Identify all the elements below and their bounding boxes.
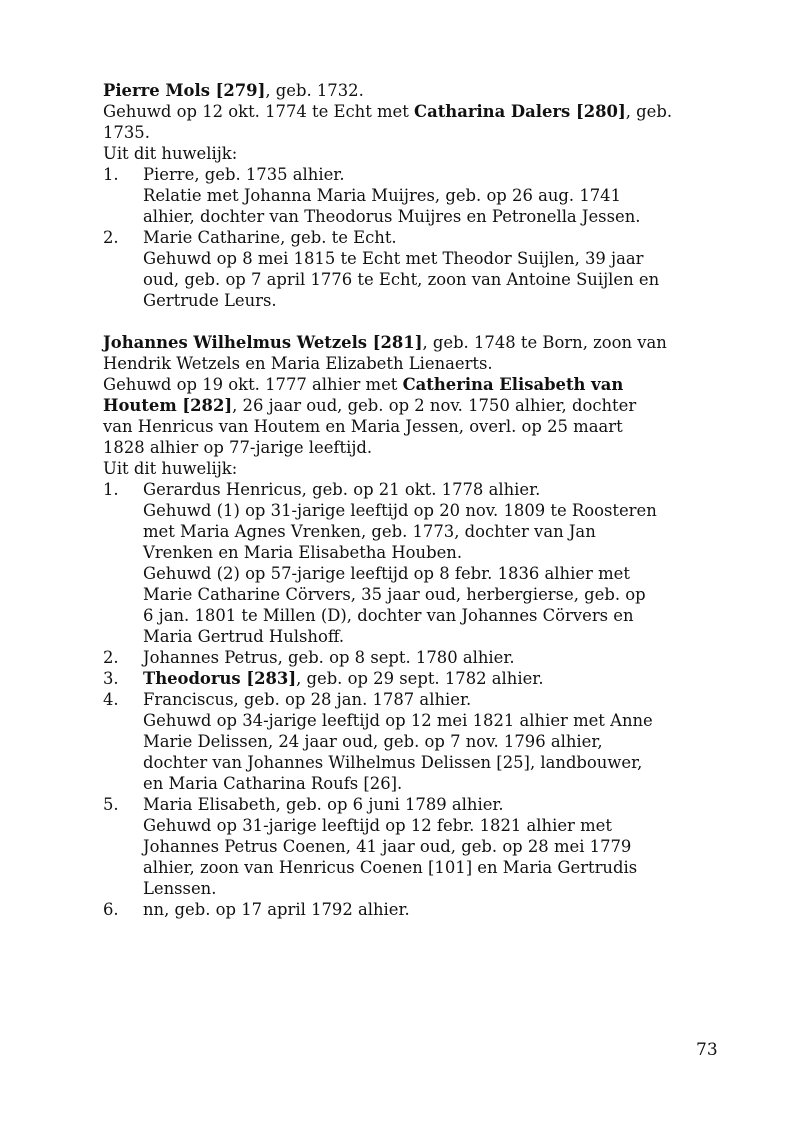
spouse-name-cont: Houtem [282] <box>103 396 233 415</box>
spouse-name: Catherina Elisabeth van <box>402 375 624 394</box>
marriage-line-cont: 1735. <box>103 123 150 142</box>
entry-heading-line <box>103 80 700 101</box>
child-line: alhier, zoon van Henricus Coenen [101] en Maria Gertrudis <box>143 858 638 877</box>
spouse-details-line: 1828 alhier op 77-jarige leeftijd. <box>103 438 373 457</box>
child-line: Maria Elisabeth, geb. op 6 juni 1789 alhier. <box>143 795 504 814</box>
birth-text: , geb. 1732. <box>265 81 364 100</box>
page-number: 73 <box>696 1040 718 1060</box>
child-line: Vrenken en Maria Elisabetha Houben. <box>143 543 463 562</box>
child-item <box>103 689 700 794</box>
child-number: 2. <box>103 648 119 667</box>
entry-heading-line <box>103 332 700 353</box>
child-line: Gehuwd op 34-jarige leeftijd op 12 mei 1821 alhier met Anne <box>143 711 653 730</box>
child-line: alhier, dochter van Theodorus Muijres en Petronella Jessen. <box>143 207 641 226</box>
spouse-details: , 26 jaar oud, geb. op 2 nov. 1750 alhier, dochter <box>232 396 637 415</box>
child-item <box>103 479 700 647</box>
child-item <box>103 227 700 311</box>
child-item <box>103 668 700 689</box>
children-header: Uit dit huwelijk: <box>103 144 238 163</box>
child-line: Maria Gertrud Hulshoff. <box>143 627 345 646</box>
marriage-line <box>103 374 700 395</box>
child-number: 1. <box>103 165 119 184</box>
child-line: Lenssen. <box>143 879 217 898</box>
entry-pierre-mols <box>103 80 700 311</box>
child-line: Marie Catharine Cörvers, 35 jaar oud, herbergierse, geb. op <box>143 585 646 604</box>
child-line: Gertrude Leurs. <box>143 291 277 310</box>
child-line: 6 jan. 1801 te Millen (D), dochter van Johannes Cörvers en <box>143 606 634 625</box>
child-number: 1. <box>103 480 119 499</box>
entry-separator <box>103 311 700 332</box>
child-line: Franciscus, geb. op 28 jan. 1787 alhier. <box>143 690 472 709</box>
child-line: Johannes Petrus, geb. op 8 sept. 1780 alhier. <box>143 648 515 667</box>
birth-text: , geb. 1748 te Born, zoon van <box>422 333 667 352</box>
child-item <box>103 899 700 920</box>
child-number: 2. <box>103 228 119 247</box>
document-body <box>103 80 700 920</box>
marriage-text: Gehuwd op 12 okt. 1774 te Echt met <box>103 102 415 121</box>
marriage-text-tail: , geb. <box>625 102 673 121</box>
child-line: Marie Delissen, 24 jaar oud, geb. op 7 nov. 1796 alhier, <box>143 732 603 751</box>
child-line: Gehuwd (1) op 31-jarige leeftijd op 20 nov. 1809 te Roosteren <box>143 501 657 520</box>
children-header: Uit dit huwelijk: <box>103 459 238 478</box>
child-line: Relatie met Johanna Maria Muijres, geb. op 26 aug. 1741 <box>143 186 622 205</box>
child-line: Gehuwd (2) op 57-jarige leeftijd op 8 febr. 1836 alhier met <box>143 564 630 583</box>
child-line: en Maria Catharina Roufs [26]. <box>143 774 403 793</box>
child-line: Marie Catharine, geb. te Echt. <box>143 228 397 247</box>
child-birth: , geb. op 29 sept. 1782 alhier. <box>296 669 544 688</box>
child-line: nn, geb. op 17 april 1792 alhier. <box>143 900 410 919</box>
child-item <box>103 647 700 668</box>
child-item <box>103 794 700 899</box>
marriage-line <box>103 101 700 122</box>
child-line: Gerardus Henricus, geb. op 21 okt. 1778 alhier. <box>143 480 541 499</box>
child-line: Gehuwd op 31-jarige leeftijd op 12 febr. 1821 alhier met <box>143 816 612 835</box>
child-line: oud, geb. op 7 april 1776 te Echt, zoon van Antoine Suijlen en <box>143 270 660 289</box>
child-line: Gehuwd op 8 mei 1815 te Echt met Theodor Suijlen, 39 jaar <box>143 249 644 268</box>
child-line <box>143 668 700 689</box>
child-line: Pierre, geb. 1735 alhier. <box>143 165 345 184</box>
person-name: Pierre Mols [279] <box>103 81 266 100</box>
child-number: 5. <box>103 795 119 814</box>
marriage-line-cont <box>103 395 700 416</box>
parents-line: Hendrik Wetzels en Maria Elizabeth Lienaerts. <box>103 354 493 373</box>
spouse-name: Catharina Dalers [280] <box>414 102 626 121</box>
child-number: 6. <box>103 900 119 919</box>
marriage-text: Gehuwd op 19 okt. 1777 alhier met <box>103 375 403 394</box>
spouse-details-line: van Henricus van Houtem en Maria Jessen, overl. op 25 maart <box>103 417 623 436</box>
child-item <box>103 164 700 227</box>
child-line: Johannes Petrus Coenen, 41 jaar oud, geb. op 28 mei 1779 <box>143 837 632 856</box>
person-name: Johannes Wilhelmus Wetzels [281] <box>103 333 423 352</box>
child-number: 3. <box>103 669 119 688</box>
entry-johannes-wetzels <box>103 332 700 920</box>
child-line: dochter van Johannes Wilhelmus Delissen [25], landbouwer, <box>143 753 643 772</box>
child-name: Theodorus [283] <box>143 669 297 688</box>
child-line: met Maria Agnes Vrenken, geb. 1773, dochter van Jan <box>143 522 596 541</box>
child-number: 4. <box>103 690 119 709</box>
